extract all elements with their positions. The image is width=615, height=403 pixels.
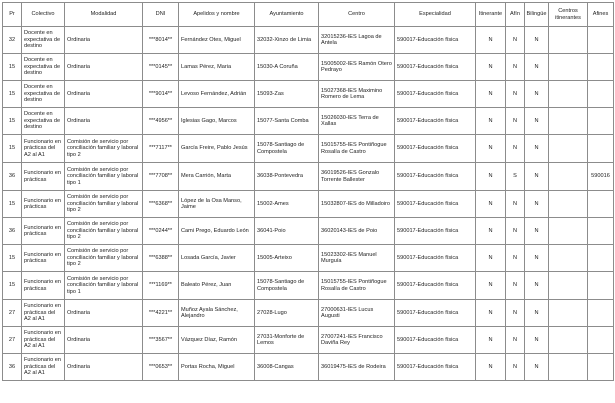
cell-centros-itinerantes (549, 272, 588, 300)
cell-itinerante: N (476, 327, 506, 354)
cell-ayuntamiento: 15093-Zas (255, 81, 319, 108)
cell-dni: ***6388** (143, 245, 179, 272)
cell-ayuntamiento: 15077-Santa Comba (255, 108, 319, 135)
cell-centro: 15032807-IES do Milladoiro (319, 191, 395, 218)
cell-centro: 27000631-IES Lucus Augusti (319, 300, 395, 327)
cell-pr: 15 (3, 81, 22, 108)
table-header (3, 3, 614, 27)
cell-afines (588, 272, 614, 300)
cell-bilingue: N (525, 81, 549, 108)
table-row (3, 218, 614, 245)
cell-modalidad: Comisión de servicio por conciliación familiar y laboral tipo 2 (65, 218, 143, 245)
header-pr: Pr (3, 3, 22, 27)
cell-pr: 15 (3, 135, 22, 163)
cell-colectivo: Docente en expectativa de destino (22, 81, 65, 108)
cell-pr: 27 (3, 327, 22, 354)
cell-centros-itinerantes (549, 54, 588, 81)
cell-nombre: Losada García, Javier (179, 245, 255, 272)
cell-especialidad: 590017-Educación física (395, 245, 476, 272)
cell-afines (588, 354, 614, 381)
cell-afin: S (506, 163, 525, 191)
cell-colectivo: Docente en expectativa de destino (22, 108, 65, 135)
cell-afines (588, 300, 614, 327)
cell-nombre: Iglesias Gago, Marcos (179, 108, 255, 135)
cell-centros-itinerantes (549, 327, 588, 354)
cell-dni: ***3567** (143, 327, 179, 354)
cell-itinerante: N (476, 81, 506, 108)
cell-afin: N (506, 54, 525, 81)
cell-ayuntamiento: 15005-Arteixo (255, 245, 319, 272)
cell-nombre: Cami Prego, Eduardo León (179, 218, 255, 245)
cell-especialidad: 590017-Educación física (395, 27, 476, 54)
cell-pr: 36 (3, 354, 22, 381)
cell-especialidad: 590017-Educación física (395, 54, 476, 81)
cell-afin: N (506, 108, 525, 135)
cell-colectivo: Funcionario en prácticas del A2 al A1 (22, 300, 65, 327)
table-row (3, 245, 614, 272)
header-dni: DNI (143, 3, 179, 27)
cell-bilingue: N (525, 272, 549, 300)
table-row (3, 54, 614, 81)
cell-itinerante: N (476, 108, 506, 135)
cell-colectivo: Funcionario en prácticas del A2 al A1 (22, 327, 65, 354)
cell-centros-itinerantes (549, 191, 588, 218)
cell-itinerante: N (476, 54, 506, 81)
cell-itinerante: N (476, 354, 506, 381)
cell-centro: 36019526-IES Gonzalo Torrente Ballester (319, 163, 395, 191)
header-bilingue: Bilingüe (525, 3, 549, 27)
cell-bilingue: N (525, 191, 549, 218)
table-row (3, 27, 614, 54)
cell-bilingue: N (525, 327, 549, 354)
cell-nombre: Baleato Pérez, Juan (179, 272, 255, 300)
cell-especialidad: 590017-Educación física (395, 191, 476, 218)
cell-bilingue: N (525, 218, 549, 245)
cell-dni: ***8014** (143, 27, 179, 54)
cell-colectivo: Funcionario en prácticas (22, 272, 65, 300)
table-row (3, 272, 614, 300)
cell-especialidad: 590017-Educación física (395, 163, 476, 191)
cell-bilingue: N (525, 135, 549, 163)
cell-centros-itinerantes (549, 108, 588, 135)
cell-nombre: Vázquez Díaz, Ramón (179, 327, 255, 354)
cell-itinerante: N (476, 163, 506, 191)
cell-colectivo: Funcionario en prácticas del A2 al A1 (22, 354, 65, 381)
cell-centros-itinerantes (549, 27, 588, 54)
cell-dni: ***7708** (143, 163, 179, 191)
cell-centros-itinerantes (549, 300, 588, 327)
cell-especialidad: 590017-Educación física (395, 218, 476, 245)
cell-afines (588, 54, 614, 81)
cell-modalidad: Comisión de servicio por conciliación familiar y laboral tipo 1 (65, 163, 143, 191)
cell-colectivo: Funcionario en prácticas (22, 163, 65, 191)
cell-modalidad: Ordinaria (65, 354, 143, 381)
cell-centro: 15015755-IES Pontiñogue Rosalía de Castro (319, 272, 395, 300)
cell-nombre: López de la Osa Manso, Jaime (179, 191, 255, 218)
cell-itinerante: N (476, 300, 506, 327)
cell-pr: 15 (3, 191, 22, 218)
cell-especialidad: 590017-Educación física (395, 108, 476, 135)
table-row (3, 354, 614, 381)
cell-centros-itinerantes (549, 245, 588, 272)
cell-afin: N (506, 218, 525, 245)
cell-centros-itinerantes (549, 135, 588, 163)
cell-centro: 15023302-IES Manuel Murguía (319, 245, 395, 272)
cell-afin: N (506, 327, 525, 354)
table-row (3, 300, 614, 327)
cell-modalidad: Comisión de servicio por conciliación familiar y laboral tipo 2 (65, 191, 143, 218)
cell-itinerante: N (476, 218, 506, 245)
cell-modalidad: Ordinaria (65, 81, 143, 108)
cell-ayuntamiento: 15030-A Coruña (255, 54, 319, 81)
cell-afines (588, 218, 614, 245)
cell-dni: ***6368** (143, 191, 179, 218)
cell-centro: 32015236-IES Lagoa de Antela (319, 27, 395, 54)
header-itinerante: Itinerante (476, 3, 506, 27)
cell-itinerante: N (476, 191, 506, 218)
cell-bilingue: N (525, 27, 549, 54)
table-row (3, 191, 614, 218)
cell-bilingue: N (525, 354, 549, 381)
cell-centro: 27007241-IES Francisco Daviña Rey (319, 327, 395, 354)
cell-modalidad: Ordinaria (65, 327, 143, 354)
table-row (3, 135, 614, 163)
header-nombre: Apelidos y nombre (179, 3, 255, 27)
cell-itinerante: N (476, 245, 506, 272)
cell-dni: ***0653** (143, 354, 179, 381)
cell-nombre: Fernández Otes, Miguel (179, 27, 255, 54)
cell-centro: 15005002-IES Ramón Otero Pedrayo (319, 54, 395, 81)
cell-ayuntamiento: 15078-Santiago de Compostela (255, 135, 319, 163)
cell-modalidad: Ordinaria (65, 108, 143, 135)
header-afin: Afín (506, 3, 525, 27)
cell-especialidad: 590017-Educación física (395, 300, 476, 327)
cell-centros-itinerantes (549, 81, 588, 108)
cell-afines (588, 245, 614, 272)
cell-nombre: Lamas Pérez, Maria (179, 54, 255, 81)
cell-colectivo: Funcionario en prácticas (22, 245, 65, 272)
document-page (2, 2, 613, 381)
cell-ayuntamiento: 36038-Pontevedra (255, 163, 319, 191)
cell-pr: 36 (3, 218, 22, 245)
header-especialidad: Especialidad (395, 3, 476, 27)
cell-especialidad: 590017-Educación física (395, 135, 476, 163)
header-afines: Afines (588, 3, 614, 27)
cell-bilingue: N (525, 163, 549, 191)
header-colectivo: Colectivo (22, 3, 65, 27)
table-row (3, 327, 614, 354)
cell-centro: 15026030-IES Terra de Xallas (319, 108, 395, 135)
cell-afines: 590016 (588, 163, 614, 191)
cell-itinerante: N (476, 272, 506, 300)
header-modalidad: Modalidad (65, 3, 143, 27)
cell-dni: ***1169** (143, 272, 179, 300)
header-centro: Centro (319, 3, 395, 27)
cell-dni: ***7117** (143, 135, 179, 163)
cell-nombre: Levoso Fernández, Adrián (179, 81, 255, 108)
cell-pr: 15 (3, 108, 22, 135)
cell-afines (588, 191, 614, 218)
table-row (3, 81, 614, 108)
cell-ayuntamiento: 27031-Monforte de Lemos (255, 327, 319, 354)
cell-afines (588, 81, 614, 108)
assignment-table (2, 2, 614, 381)
cell-ayuntamiento: 15078-Santiago de Compostela (255, 272, 319, 300)
cell-nombre: García Freire, Pablo Jesús (179, 135, 255, 163)
cell-afin: N (506, 81, 525, 108)
cell-pr: 32 (3, 27, 22, 54)
cell-especialidad: 590017-Educación física (395, 81, 476, 108)
cell-pr: 27 (3, 300, 22, 327)
cell-modalidad: Ordinaria (65, 300, 143, 327)
cell-afin: N (506, 245, 525, 272)
cell-afines (588, 108, 614, 135)
cell-afin: N (506, 300, 525, 327)
table-row (3, 108, 614, 135)
cell-modalidad: Comisión de servicio por conciliación familiar y laboral tipo 2 (65, 245, 143, 272)
cell-colectivo: Funcionario en prácticas del A2 al A1 (22, 135, 65, 163)
table-row (3, 163, 614, 191)
cell-afin: N (506, 135, 525, 163)
cell-dni: ***9014** (143, 81, 179, 108)
cell-afin: N (506, 272, 525, 300)
cell-dni: ***4956** (143, 108, 179, 135)
cell-especialidad: 590017-Educación física (395, 272, 476, 300)
cell-centro: 15015755-IES Pontiñogue Rosalía de Castro (319, 135, 395, 163)
cell-afin: N (506, 27, 525, 54)
cell-colectivo: Docente en expectativa de destino (22, 27, 65, 54)
cell-afin: N (506, 191, 525, 218)
cell-ayuntamiento: 36008-Cangas (255, 354, 319, 381)
cell-nombre: Portas Rocha, Miguel (179, 354, 255, 381)
cell-pr: 15 (3, 245, 22, 272)
cell-centros-itinerantes (549, 218, 588, 245)
cell-centro: 36020143-IES de Poio (319, 218, 395, 245)
cell-modalidad: Ordinaria (65, 27, 143, 54)
cell-ayuntamiento: 36041-Poio (255, 218, 319, 245)
header-row (3, 3, 614, 27)
cell-colectivo: Funcionario en prácticas (22, 191, 65, 218)
cell-afin: N (506, 354, 525, 381)
cell-nombre: Mera Carrión, Marta (179, 163, 255, 191)
cell-centros-itinerantes (549, 354, 588, 381)
cell-ayuntamiento: 32032-Xinzo de Limia (255, 27, 319, 54)
header-centros-itinerantes: Centros itinerantes (549, 3, 588, 27)
cell-nombre: Muñoz Ayala Sánchez, Alejandro (179, 300, 255, 327)
cell-especialidad: 590017-Educación física (395, 327, 476, 354)
cell-bilingue: N (525, 54, 549, 81)
cell-bilingue: N (525, 245, 549, 272)
cell-itinerante: N (476, 135, 506, 163)
cell-pr: 36 (3, 163, 22, 191)
cell-pr: 15 (3, 54, 22, 81)
cell-centros-itinerantes (549, 163, 588, 191)
cell-bilingue: N (525, 108, 549, 135)
cell-afines (588, 27, 614, 54)
cell-dni: ***0244** (143, 218, 179, 245)
cell-modalidad: Ordinaria (65, 54, 143, 81)
cell-dni: ***4221** (143, 300, 179, 327)
cell-ayuntamiento: 15002-Ames (255, 191, 319, 218)
table-body (3, 27, 614, 381)
cell-ayuntamiento: 27028-Lugo (255, 300, 319, 327)
cell-centro: 36019475-IES de Rodeira (319, 354, 395, 381)
cell-dni: ***0145** (143, 54, 179, 81)
cell-itinerante: N (476, 27, 506, 54)
cell-colectivo: Docente en expectativa de destino (22, 54, 65, 81)
cell-modalidad: Comisión de servicio por conciliación familiar y laboral tipo 1 (65, 272, 143, 300)
cell-modalidad: Comisión de servicio por conciliación familiar y laboral tipo 2 (65, 135, 143, 163)
cell-especialidad: 590017-Educación física (395, 354, 476, 381)
cell-colectivo: Funcionario en prácticas (22, 218, 65, 245)
cell-afines (588, 327, 614, 354)
cell-bilingue: N (525, 300, 549, 327)
cell-pr: 15 (3, 272, 22, 300)
cell-afines (588, 135, 614, 163)
header-ayuntamiento: Ayuntamiento (255, 3, 319, 27)
cell-centro: 15027368-IES Maximino Romero de Lema (319, 81, 395, 108)
